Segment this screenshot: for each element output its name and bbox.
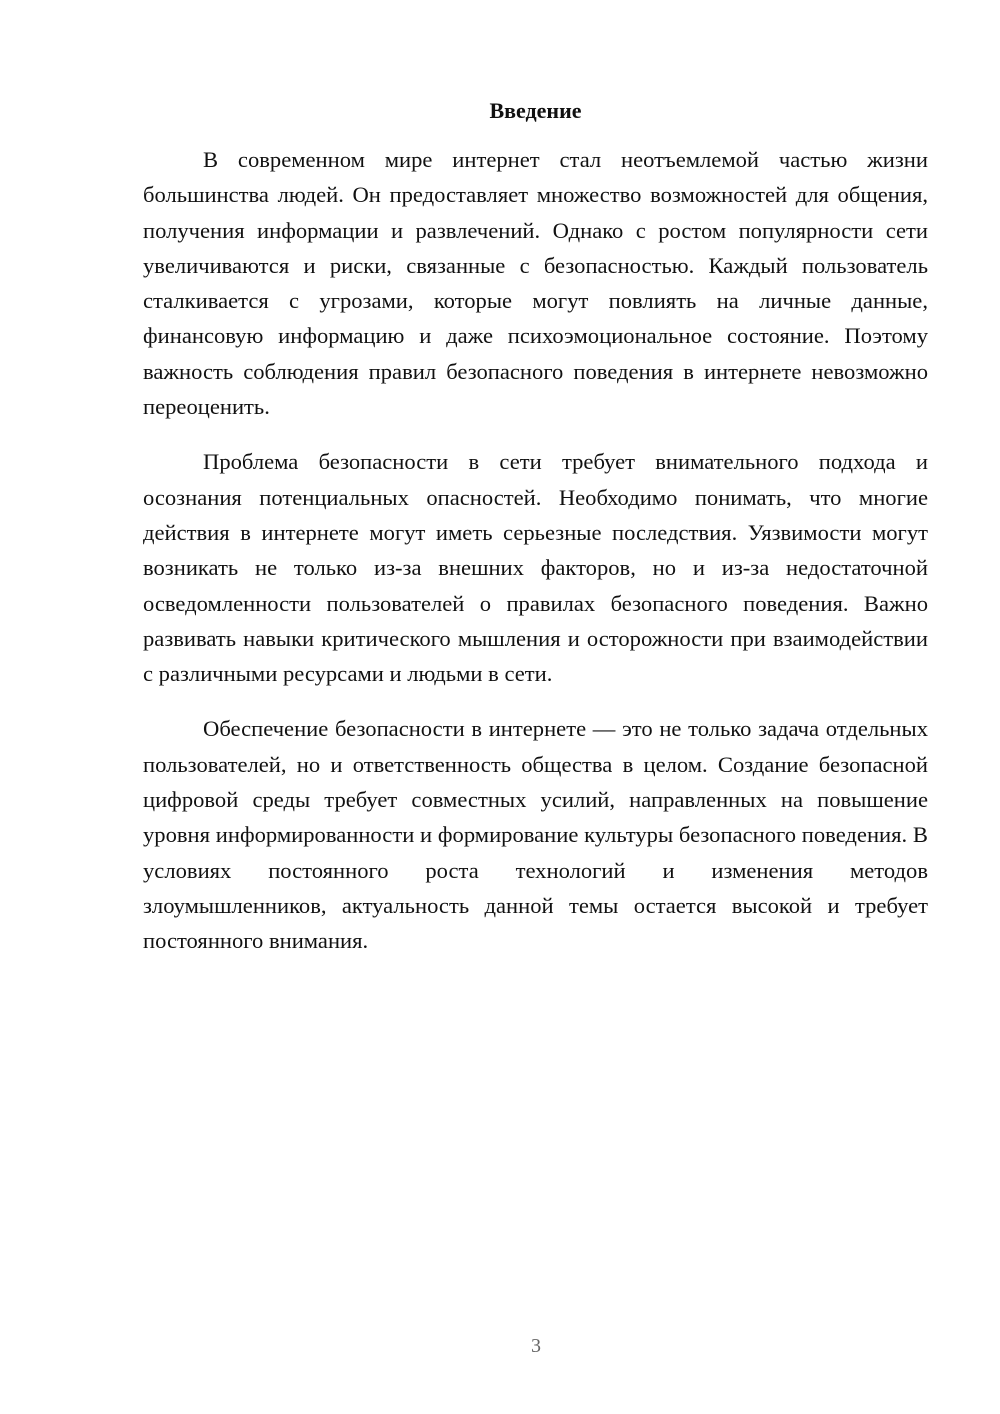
- section-title: Введение: [489, 98, 582, 123]
- paragraph-1: В современном мире интернет стал неотъемлемой частью жизни большинства людей. Он предоставляет множество возможностей для общения, получения информации и развлечений. Однако с ростом популярности сети увеличиваются и риски, связанные с безопасностью. Каждый пользователь сталкивается с угрозами, которые могут повлиять на личные данные, финансовую информацию и даже психоэмоциональное состояние. Поэтому важность соблюдения правил безопасного поведения в интернете невозможно переоценить.: [143, 147, 928, 420]
- page-number: 3: [531, 1335, 541, 1357]
- paragraph-3: Обеспечение безопасности в интернете — это не только задача отдельных пользователей, но и ответственность общества в целом. Создание безопасной цифровой среды требует совместных усилий, направленных на повышение уровня информированности и формирование культуры безопасного поведения. В условиях постоянного роста технологий и изменения методов злоумышленников, актуальность данной темы остается высокой и требует постоянного внимания.: [143, 716, 928, 954]
- body-text: [143, 142, 928, 979]
- paragraph-2: Проблема безопасности в сети требует внимательного подхода и осознания потенциальных опасностей. Необходимо понимать, что многие действия в интернете могут иметь серьезные последствия. Уязвимости могут возникать не только из-за внешних факторов, но и из-за недостаточной осведомленности пользователей о правилах безопасного поведения. Важно развивать навыки критического мышления и осторожности при взаимодействии с различными ресурсами и людьми в сети.: [143, 449, 928, 687]
